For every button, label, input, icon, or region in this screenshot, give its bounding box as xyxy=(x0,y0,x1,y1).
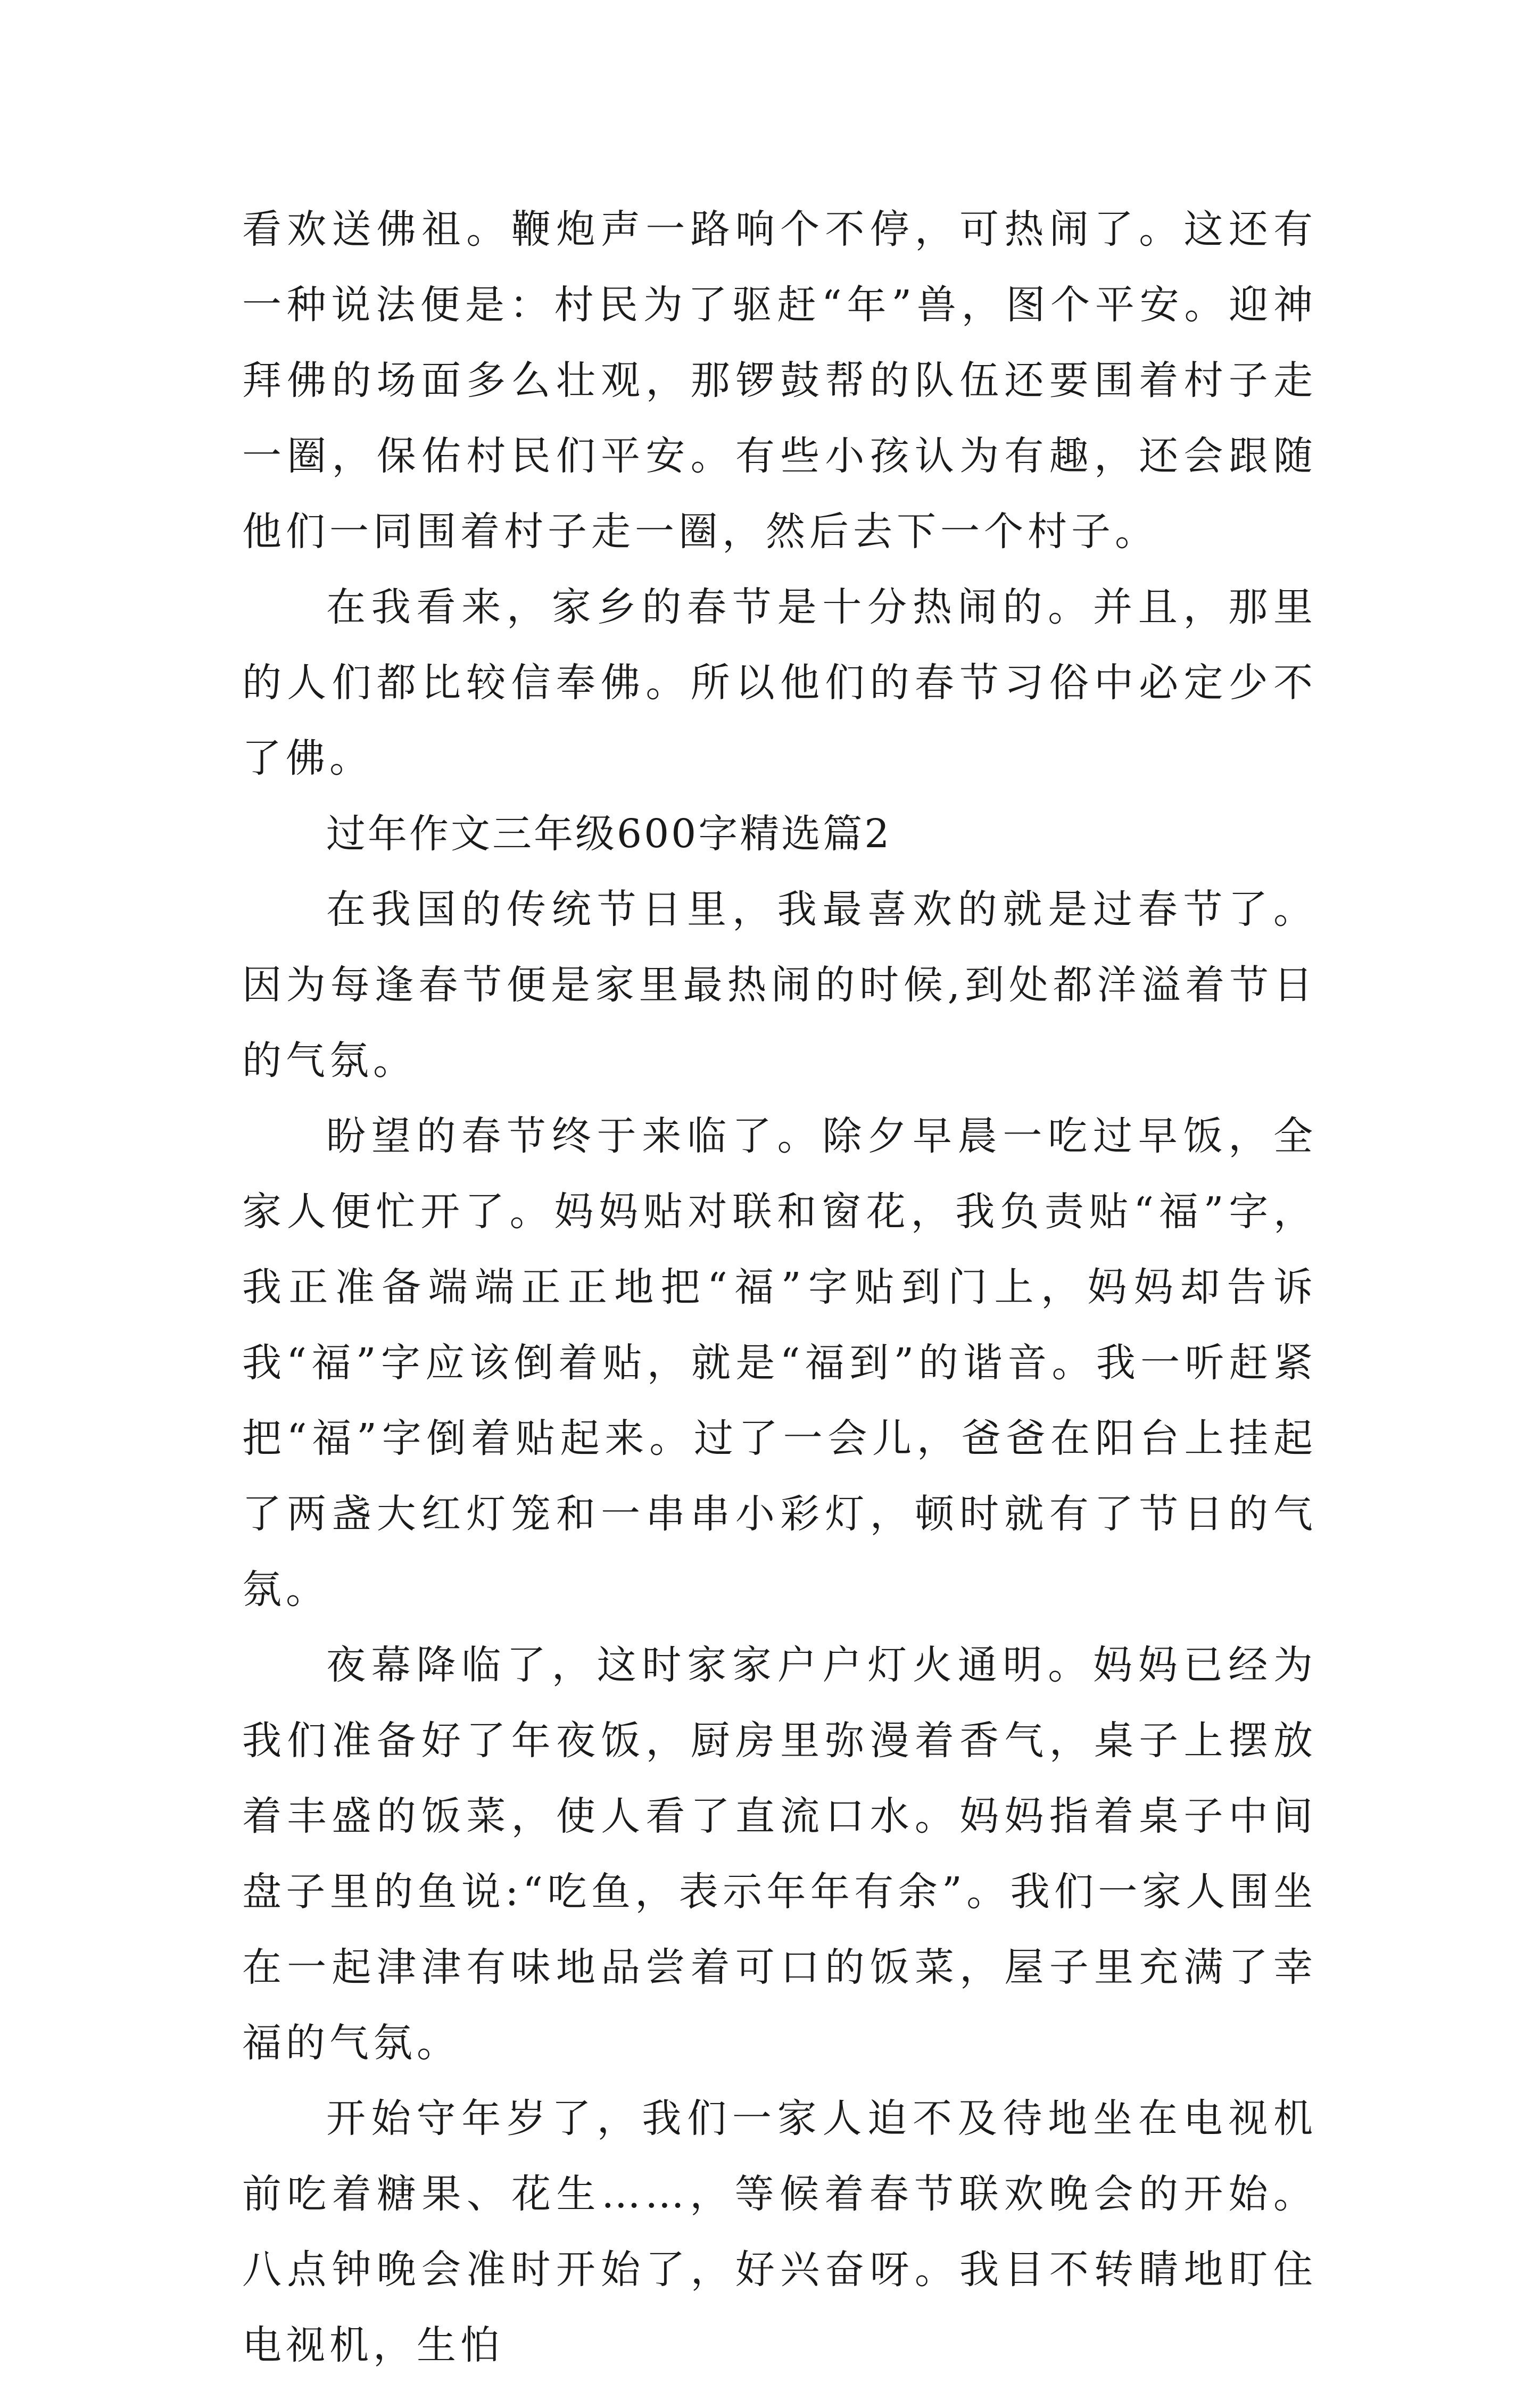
paragraph-continuation: 看欢送佛祖。鞭炮声一路响个不停，可热闹了。这还有一种说法便是：村民为了驱赶“年”兽，图个平安。迎神拜佛的场面多么壮观，那锣鼓帮的队伍还要围着村子走一圈，保佑村民们平安。有些小孩认为有趣，还会跟随他们一同围着村子走一圈，然后去下一个村子。 xyxy=(242,206,1317,555)
paragraph: 在我国的传统节日里，我最喜欢的就是过春节了。因为每逢春节便是家里最热闹的时候,到处都洋溢着节日的气氛。 xyxy=(242,887,1317,1083)
section-heading: 过年作文三年级600字精选篇2 xyxy=(326,811,892,857)
paragraph: 夜幕降临了，这时家家户户灯火通明。妈妈已经为我们准备好了年夜饭，厨房里弥漫着香气，桌子上摆放着丰盛的饭菜，使人看了直流口水。妈妈指着桌子中间盘子里的鱼说:“吃鱼，表示年年有余”。我们一家人围坐在一起津津有味地品尝着可口的饭菜，屋子里充满了幸福的气氛。 xyxy=(242,1642,1317,2066)
paragraph: 在我看来，家乡的春节是十分热闹的。并且，那里的人们都比较信奉佛。所以他们的春节习俗中必定少不了佛。 xyxy=(242,584,1317,781)
paragraph: 盼望的春节终于来临了。除夕早晨一吃过早饭，全家人便忙开了。妈妈贴对联和窗花，我负责贴“福”字，我正准备端端正正地把“福”字贴到门上，妈妈却告诉我“福”字应该倒着贴，就是“福到”的谐音。我一听赶紧把“福”字倒着贴起来。过了一会儿，爸爸在阳台上挂起了两盏大红灯笼和一串串小彩灯，顿时就有了节日的气氛。 xyxy=(242,1113,1317,1612)
document-body xyxy=(242,192,1317,2383)
paragraph: 开始守年岁了，我们一家人迫不及待地坐在电视机前吃着糖果、花生……，等候着春节联欢晚会的开始。八点钟晚会准时开始了，好兴奋呀。我目不转睛地盯住电视机，生怕 xyxy=(242,2096,1317,2368)
